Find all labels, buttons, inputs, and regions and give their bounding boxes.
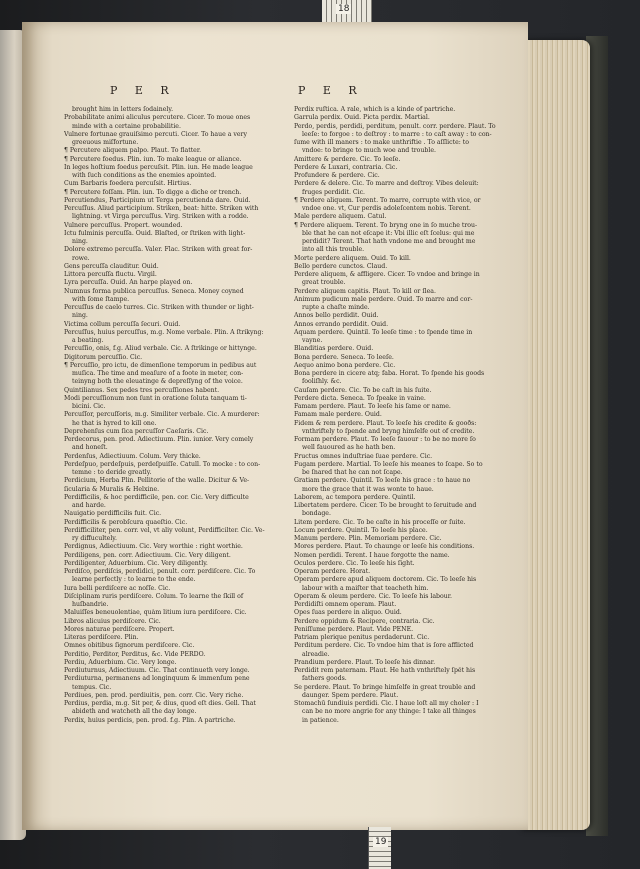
text-line: Littora percuſſa fluctu. Virgil. [64, 271, 157, 278]
text-line: Stomachū ſundiuis perdidi. Cic. I haue loſt all my choler : I [294, 700, 479, 707]
text-line: Numnus forma publica percuſſus. Seneca. Money coyned [64, 287, 244, 295]
text-line: Perdere oppidum & Recipere, contraria. Cic. [294, 617, 435, 625]
text-line: be ſnared that he can not ſcape. [302, 469, 403, 476]
text-line: tempus. Cic. [72, 683, 112, 691]
text-line: Perdiuturnus, Adiectiuum. Cic. That continueth very longe. [64, 667, 250, 674]
text-column-left [64, 106, 288, 830]
text-line: Perdidit rem paternam. Plaut. He hath vnthriftely ſpêt his [294, 667, 476, 674]
text-line: Mores naturae perdiſcere. Propert. [64, 625, 175, 633]
text-line: Locum perdere. Quintil. To leeſe his place. [294, 526, 428, 534]
text-line: Perditio, Perditor, Perditus, &c. Vide PERDO. [64, 650, 206, 658]
text-line: Mores perdere. Plaut. To chaunge or leeſe his conditions. [294, 543, 475, 551]
text-line: huſbandrie. [72, 601, 109, 608]
text-line: teinyng both the eleuatinge & depreſſyng of the voice. [72, 378, 243, 386]
text-line: Perdix ruſtica. A rale, which is a kinde of partriche. [294, 106, 456, 113]
text-line: ry diffucultely. [72, 535, 117, 542]
text-line: learne perfectly : to learne to the ende. [72, 576, 196, 584]
text-line: Percuſſus, huius percuſſus, m.g. Nome verbale. Plin. A ſtrikyng: [64, 328, 264, 336]
text-line: Patriam plerique penitus perdaderunt. Cic. [294, 634, 430, 641]
text-line: Perdenſus, Adiectiuum. Colum. Very thicke. [64, 452, 201, 460]
ruler-label: 19 [375, 837, 387, 847]
text-line: fooliſhly. &c. [302, 378, 342, 386]
text-line: Famam male perdere. Ouid. [294, 411, 382, 419]
text-line: Perdiuturna, permanens ad longinquum & immenſum pene [64, 675, 250, 683]
text-line: greeuous miſfortune. [72, 139, 139, 146]
text-line: Perdere aliquem capitis. Plaut. To kill or ſlea. [294, 287, 436, 295]
text-line: labour with a maiſter that teacheth him. [302, 584, 429, 592]
text-line: brought him in letters ſodainely. [72, 106, 174, 113]
text-line: Garrula perdix. Ouid. Picta perdix. Martial. [294, 114, 430, 122]
text-column-right [294, 106, 526, 830]
text-line: minde with a certaine probabilitie. [72, 122, 181, 130]
text-line: Perdiligenter, Aduerbium. Cic. Very diligently. [64, 559, 208, 567]
text-line: Aequo animo bona perdere. Cic. [294, 361, 396, 369]
text-line: Perdere & Luxari, contraria. Cic. [294, 163, 398, 171]
text-line: and harde. [72, 502, 106, 509]
text-line: Cauſam perdere. Cic. To be caſt in his ſuite. [294, 386, 432, 394]
text-line: Annos bello perdidit. Ouid. [294, 312, 379, 320]
text-line: Perdifficiliter, pen. corr. vel, vt aliy volunt, Perdifficilter. Cic. Ve- [64, 526, 265, 534]
text-line: Percuſſor, percuſſoris, m.g. Similiter verbale. Cic. A murderer: [64, 411, 260, 419]
text-line: temne : to deride greatly. [72, 469, 152, 476]
text-line: Nomen perdidi. Terent. I haue forgotte the name. [294, 551, 450, 559]
text-line: Dolore extremo percuſſa. Valer. Flac. Striken with great for- [64, 246, 253, 254]
text-line: Perdifficilis & perobſcura quaeſtio. Cic. [64, 518, 188, 526]
text-line: ¶ Percutere foedus. Plin. iun. To make league or aliance. [64, 155, 242, 163]
text-line: ¶ Perdere aliquem. Terent. To bryng one in ſo muche trou- [294, 221, 478, 229]
text-line: Cum Barbaris foedera percuſsit. Hirtius. [64, 180, 192, 188]
text-line: Perdignus, Adiectiuum. Cic. Very worthie : right worthie. [64, 543, 243, 551]
text-line: Quintilianus. Sex pedes tres percuſſiones habent. [64, 386, 220, 394]
text-line: a beating. [72, 337, 104, 344]
text-line: Perdicium, Herba Plin. Pellitorie of the walle. Dicitur & Ve- [64, 477, 250, 485]
text-line: Percuſſus de caelo turres. Cic. Striken with thunder or light- [64, 304, 254, 311]
text-line: Peniſſume perdere. Plaut. Vide PENE. [294, 625, 414, 633]
scale-ruler-bottom [368, 827, 391, 869]
text-line: In leges hoſtium foedus percuſsit. Plin. iun. He made league [64, 163, 253, 171]
text-line: Perdiues, pen. prod. perdiuitis, pen. corr. Cic. Very riche. [64, 691, 244, 699]
text-line: Percutiendus, Participium ut Terga percutienda dare. Ouid. [64, 196, 251, 204]
text-line: Se perdere. Plaut. To bringe himſelfe in great trouble and [294, 683, 476, 691]
text-line: vndoe one. vt, Cur perdis adoleſcentem nobis. Terent. [302, 205, 471, 212]
text-line: Lyra percuſſa. Ouid. An harpe played on. [64, 279, 193, 287]
text-line: bicini. Cic. [72, 403, 106, 410]
text-line: vnthriftely to ſpende and bryng himſelfe out of credite. [302, 427, 475, 435]
text-line: Operam & oleum perdere. Cic. To leeſe his labour. [294, 592, 452, 600]
text-line: Blanditias perdere. Ouid. [294, 345, 374, 353]
text-line: Animum pudicum male perdere. Ouid. To marre and cor- [294, 295, 473, 303]
text-line: Perdiſco, perdiſcis, perdidici, penult. corr. perdiſcere. Cic. To [64, 568, 256, 575]
text-line: Perdiligens, pen. corr. Adiectiuum. Cic. Very diligent. [64, 551, 231, 559]
text-line: Libros alicuius perdiſcere. Cic. [64, 617, 161, 625]
text-line: lightning. vt Virga percuſſus. Virg. Striken with a rodde. [72, 213, 249, 221]
text-line: great trouble. [302, 279, 346, 287]
text-line: can be no more angrie for any thinge: I take all thinges [302, 708, 476, 716]
text-line: ¶ Perdere aliquem. Terent. To marre, corrupte with vice, or [294, 196, 481, 204]
text-line: Fructus omnes induſtriae ſuae perdere. Cic. [294, 452, 433, 460]
text-line: abideth and watcheth all the day longe. [72, 708, 197, 716]
text-line: Perdere aliquem, & affligere. Cicer. To vndoe and bringe in [294, 271, 480, 278]
text-line: Percuſſus. Aliud participium. Striken, beat: hitte. Striken with [64, 205, 259, 212]
text-line: Manum perdere. Plin. Memoriam perdere. Cic. [294, 535, 442, 542]
ruler-label: 18 [338, 4, 350, 14]
text-line: rowe. [72, 254, 90, 262]
text-line: vayne. [302, 337, 323, 344]
text-line: Formam perdere. Plaut. To leeſe fauour : to be no more ſo [294, 436, 476, 443]
text-line: perdidit? Terent. That hath vndone me and brought me [302, 238, 476, 245]
text-line: ning. [72, 312, 88, 320]
text-line: Perdere & delere. Cic. To marre and deſtroy. Vibes deleuit: [294, 180, 479, 188]
running-head-left: P E R [110, 84, 176, 97]
text-line: Bello perdere cunctos. Claud. [294, 262, 388, 270]
text-line: Literas perdiſcere. Plin. [64, 634, 139, 641]
text-line: Libertatem perdere. Cicer. To be brought to ſeruitude and [294, 502, 477, 509]
book-page [22, 22, 528, 830]
text-line: Litem perdere. Cic. To be caſte in his proceſſe or ſuite. [294, 518, 466, 526]
text-line: Digitorum percuſſio. Cic. [64, 353, 143, 361]
text-line: more the grace that it was wonte to haue. [302, 485, 434, 493]
text-line: ble that he can not eſcape it: Vbi illic eſt ſcelus: qui me [302, 229, 475, 237]
text-line: muſica. The time and meaſure of a foote in meter, con- [72, 370, 244, 377]
text-line: ſume with ill maners : to make unthriftie . To aſſlicte: to [294, 139, 469, 146]
text-line: with ſome ſtampe. [72, 295, 130, 303]
text-line: Laborem, ac tempora perdere. Quintil. [294, 493, 416, 501]
text-line: ſicularia & Muralis & Helxine. [64, 485, 160, 493]
text-line: Omnes obitibus ſignorum perdiſcere. Cic. [64, 642, 195, 650]
text-line: Amittere & perdere. Cic. To leeſe. [294, 155, 401, 163]
text-line: Oculos perdere. Cic. To leeſe his ſight. [294, 559, 415, 567]
text-line: Operam perdere apud aliquem doctorem. Cic. To leeſe his [294, 576, 477, 584]
text-line: Iura belli perdiſcere ac noſſe. Cic. [64, 584, 171, 592]
text-line: Bona perdere in cicere atq; faba. Horat. To ſpende his goods [294, 370, 485, 377]
text-line: Profundere & perdere. Cic. [294, 172, 380, 179]
text-line: Ictu fulminis percuſſa. Ouid. Blaſted, or ſtriken with light- [64, 229, 246, 237]
text-line: Gens percuſſa clauditur. Ouid. [64, 262, 159, 270]
text-line: fathers goods. [302, 675, 347, 683]
scale-ruler-top [322, 0, 372, 23]
text-line: Vulnere fortunae grauiſsimo percuti. Cicer. To haue a very [64, 130, 247, 138]
text-line: Aquam perdere. Quintil. To leeſe time : to ſpende time in [294, 328, 473, 336]
text-line: Modi percuſſionum non ſunt in oratione ſoluta tanquam ti- [64, 394, 247, 402]
text-line: Perdere dicta. Seneca. To ſpeake in vaine. [294, 394, 426, 402]
text-line: alreadie. [302, 650, 330, 658]
text-line: Victima collum percuſſa ſecuri. Ouid. [64, 320, 181, 328]
text-line: Fugam perdere. Martial. To leeſe his meanes to ſcape. So to [294, 460, 483, 468]
text-line: Fidem & rem perdere. Plaut. To leeſe his credite & gooðs: [294, 419, 477, 427]
text-line: Percuſſio, onis, f.g. Aliud verbale. Cic. A ſtrikinge or hittynge. [64, 345, 257, 353]
text-line: Diſciplinam ruris perdiſcere. Colum. To learne the ſkill of [64, 592, 244, 600]
text-line: rupte a chaſte minde. [302, 304, 370, 311]
page-block-edge [520, 40, 590, 830]
text-line: Deprehenſus cum ſica percuſſor Caeſaris. Cic. [64, 427, 209, 435]
text-line: well fauoured as he hath ben. [302, 444, 396, 452]
text-line: Perdix, huius perdicis, pen. prod. f.g. Plin. A partriche. [64, 716, 236, 724]
text-line: Perdeſpuo, perdeſpuis, perdeſpuiſſe. Catull. To mocke : to con- [64, 460, 261, 468]
text-line: Male perdere aliquem. Catul. [294, 213, 387, 221]
text-line: vndoe: to bringe to much woe and trouble. [302, 147, 436, 155]
text-line: Perdius, perdia, m.g. Sit per, & dius, quod eſt dies. Gell. That [64, 700, 256, 707]
text-line: Gratiam perdere. Quintil. To leeſe his grace : to haue no [294, 477, 471, 485]
text-line: Bona perdere. Seneca. To leeſe. [294, 353, 394, 361]
text-line: into all this trouble. [302, 246, 365, 254]
running-head-right: P E R [298, 84, 364, 97]
text-line: Opes ſuas perdere in aliquo. Ouid. [294, 609, 402, 617]
text-line: Perdecorus, pen. prod. Adiectiuum. Plin. iunior. Very comely [64, 436, 254, 443]
text-line: Perdiu, Aduerbium. Cic. Very longe. [64, 658, 177, 666]
text-line: Vulnere percuſſus. Propert. wounded. [64, 221, 183, 229]
text-line: Prandium perdere. Plaut. To leeſe his dinnar. [294, 658, 436, 666]
text-line: bondage. [302, 510, 331, 518]
text-line: Famam perdere. Plaut. To leeſe his ſame or name. [294, 403, 451, 410]
text-line: with ſuch conditions as the enemies apointed. [72, 172, 217, 179]
text-line: Perditum perdere. Cic. To vndoe him that is ſore afflicted [294, 642, 474, 650]
text-line: ¶ Percutere aliquem palpo. Plaut. To flatter. [64, 147, 202, 155]
text-line: fruges perdidit. Cic. [302, 188, 366, 196]
text-line: ¶ Percuſſio, pro ictu, de dimenſione temporum in pedibus aut [64, 361, 257, 369]
text-line: Perdifficilis, & hoc perdifficile, pen. cor. Cic. Very difficulte [64, 493, 249, 501]
text-line: Nauigatio perdifficilis fuit. Cic. [64, 510, 162, 518]
text-line: Perdidiſti omnem operam. Plaut. [294, 601, 397, 608]
text-line: ¶ Percutere foſſam. Plin. iun. To digge a diche or trench. [64, 188, 242, 196]
text-line: he that is hyred to kill one. [72, 419, 157, 427]
text-line: and honeſt. [72, 444, 108, 452]
text-line: Maluiſſes beneuolentiae, quàm litium iura perdiſcere. Cic. [64, 609, 247, 617]
text-line: ning. [72, 238, 88, 245]
text-line: Probabilitate animi aliculus percutere. Cicer. To moue ones [64, 114, 251, 122]
text-line: leeſe: to forgoe : to deſtroy : to marre : to caſt away : to con- [302, 130, 492, 138]
text-line: daunger. Spem perdere. Plaut. [302, 691, 399, 699]
text-line: Operam perdere. Horat. [294, 568, 371, 575]
text-line: in patience. [302, 716, 339, 724]
text-line: Annos errando perdidit. Ouid. [294, 320, 389, 328]
text-line: Perdo, perdis, perdidi, perditum, penult. corr. perdere. Plaut. To [294, 122, 496, 130]
text-line: Morte perdere aliquem. Ouid. To kill. [294, 254, 411, 262]
